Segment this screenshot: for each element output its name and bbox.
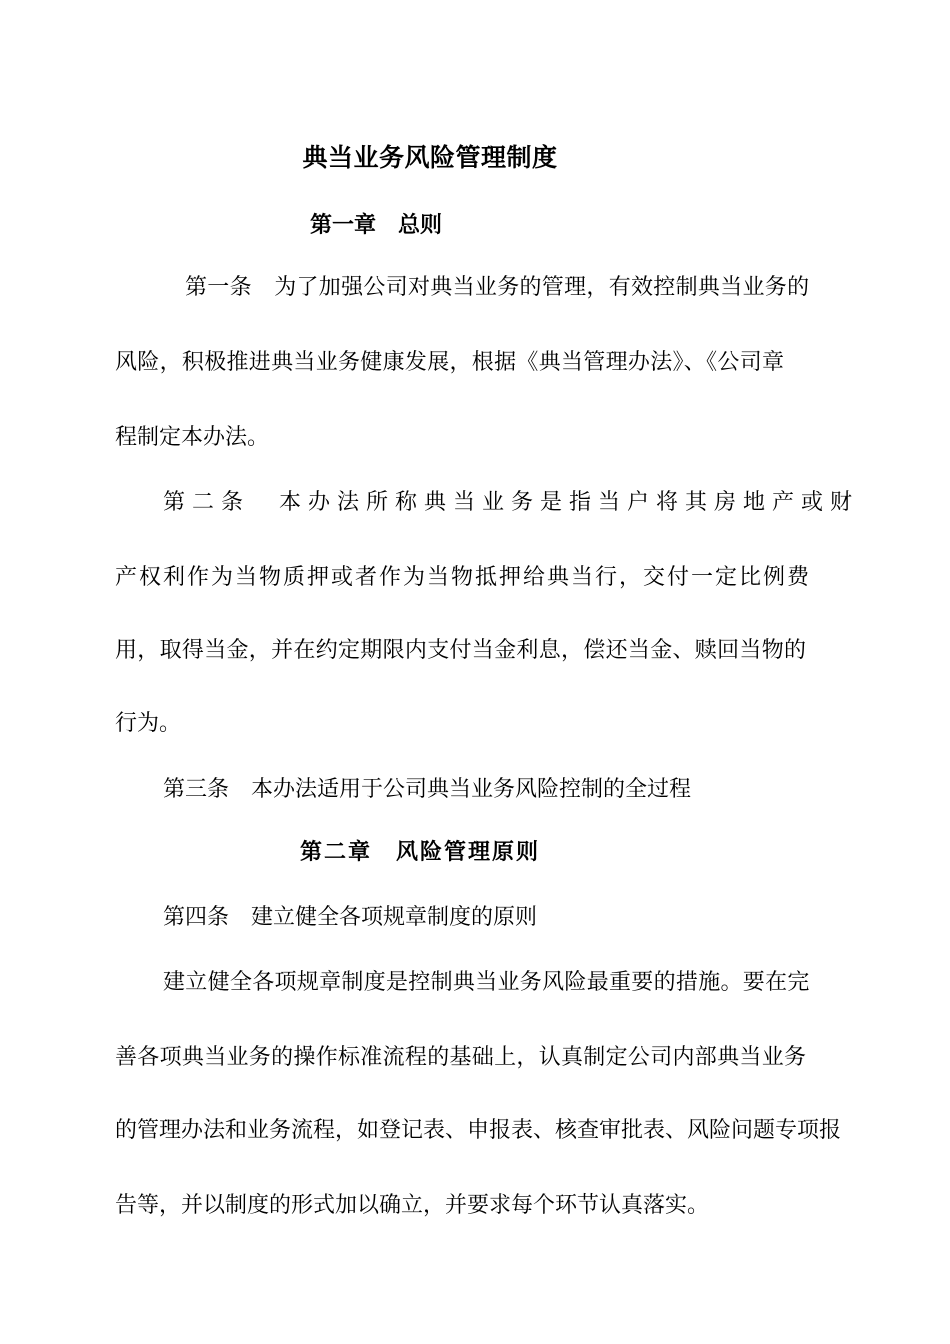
article-2-line-2: 产权利作为当物质押或者作为当物抵押给典当行，交付一定比例费 xyxy=(115,565,812,590)
document-title: 典当业务风险管理制度 xyxy=(302,143,558,172)
paragraph-line-4: 告等，并以制度的形式加以确立，并要求每个环节认真落实。 xyxy=(115,1193,710,1218)
article-1-line-1: 第一条 为了加强公司对典当业务的管理，有效控制典当业务的 xyxy=(185,275,810,300)
article-2-line-4: 行为。 xyxy=(115,711,182,736)
article-3-line: 第三条 本办法适用于公司典当业务风险控制的全过程 xyxy=(163,777,692,802)
article-1-line-3: 程制定本办法。 xyxy=(115,425,270,450)
article-1-line-2: 风险，积极推进典当业务健康发展，根据《典当管理办法》、《公司章 xyxy=(115,350,785,375)
chapter-2-heading: 第二章 风险管理原则 xyxy=(300,840,541,865)
chapter-1-heading: 第一章 总则 xyxy=(310,213,443,238)
paragraph-line-1: 建立健全各项规章制度是控制典当业务风险最重要的措施。要在完 xyxy=(163,970,810,995)
article-2-line-3: 用，取得当金，并在约定期限内支付当金利息，偿还当金、赎回当物的 xyxy=(115,638,807,663)
paragraph-line-2: 善各项典当业务的操作标准流程的基础上，认真制定公司内部典当业务 xyxy=(115,1045,807,1070)
article-2-line-1: 第二条 本办法所称典当业务是指当户将其房地产或财 xyxy=(163,490,860,515)
article-4-line: 第四条 建立健全各项规章制度的原则 xyxy=(163,905,538,930)
paragraph-line-3: 的管理办法和业务流程，如登记表、申报表、核查审批表、风险问题专项报 xyxy=(115,1118,842,1143)
